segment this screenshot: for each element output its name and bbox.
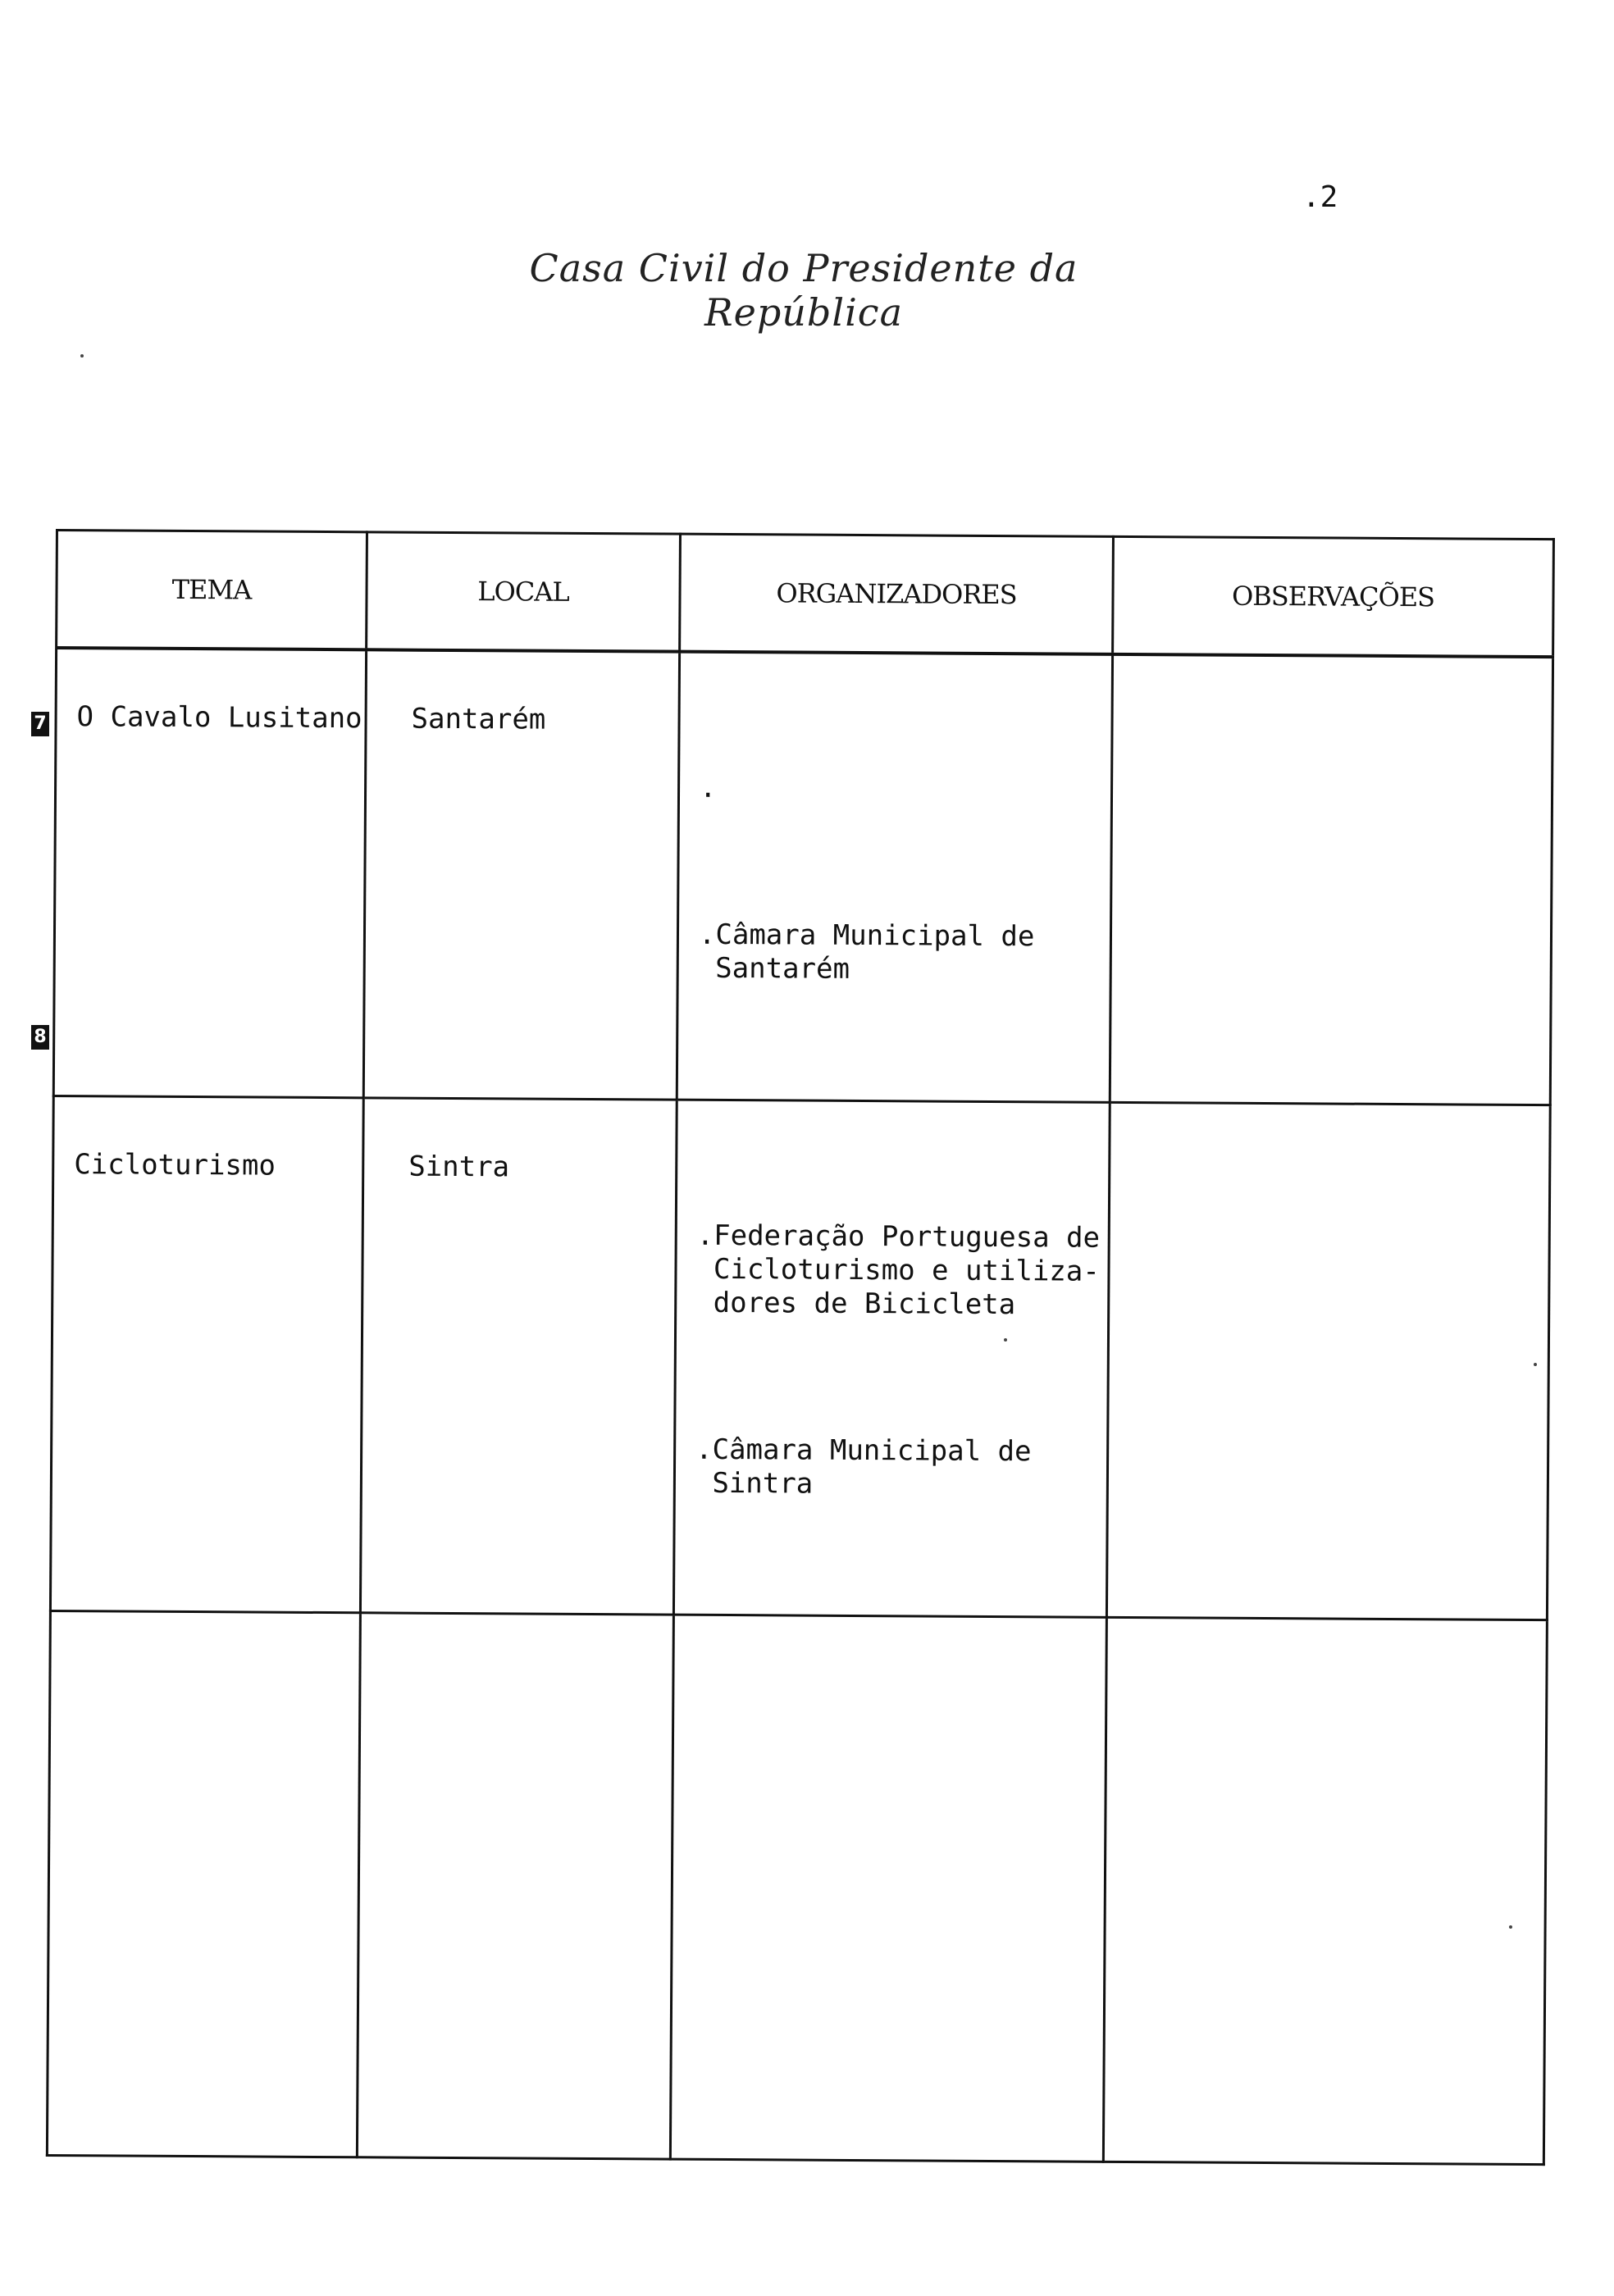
cell-organizadores [677, 652, 1112, 1103]
cell-empty [670, 1615, 1106, 2162]
scan-speck [80, 354, 84, 358]
cell-local: Sintra [360, 1098, 677, 1615]
cell-observacoes [1110, 654, 1552, 1105]
letterhead: Casa Civil do Presidente da República [529, 246, 1078, 335]
cell-organizadores [673, 1100, 1110, 1617]
organizer-entry: .Câmara Municipal de Sintra [695, 1433, 1032, 1501]
cell-tema: Cicloturismo [50, 1096, 363, 1612]
table-row-empty [47, 1610, 1547, 2164]
row-marker: 8 [31, 1025, 49, 1050]
cell-observacoes [1106, 1102, 1550, 1620]
organizer-entry: . [699, 771, 717, 804]
table-header-row [57, 531, 1554, 658]
header-organizadores: ORGANIZADORES [680, 534, 1114, 654]
organizer-entry: .Câmara Municipal de Santarém [698, 918, 1035, 986]
table-row [53, 648, 1552, 1105]
header-tema: TEMA [57, 531, 367, 650]
header-observacoes: OBSERVAÇÕES [1113, 536, 1554, 657]
header-local: LOCAL [367, 532, 681, 652]
program-table [46, 529, 1552, 2166]
organizer-entry: .Federação Portuguesa de Cicloturismo e utiliza- dores de Bicicleta [696, 1219, 1101, 1322]
row-marker: 7 [31, 712, 49, 736]
table-row [50, 1096, 1550, 1620]
cell-empty [1103, 1617, 1547, 2164]
cell-empty [47, 1610, 360, 2157]
page-number: .2 [1302, 180, 1338, 214]
cell-empty [357, 1613, 673, 2159]
cell-tema: O Cavalo Lusitano [53, 648, 366, 1098]
cell-local: Santarém [363, 649, 679, 1100]
